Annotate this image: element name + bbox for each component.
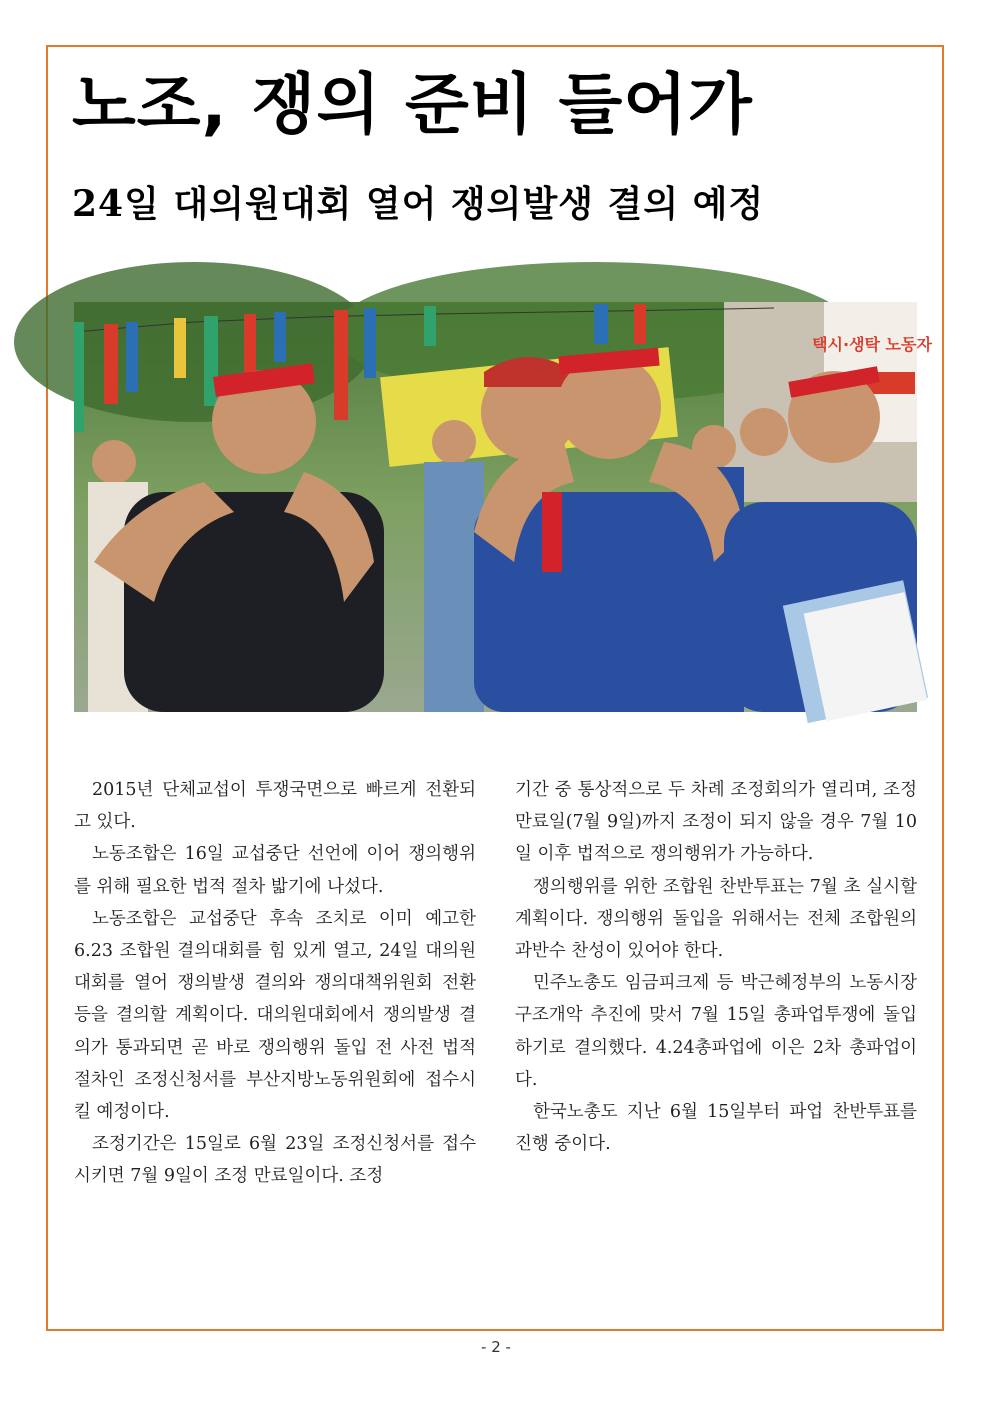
paragraph: 노동조합은 교섭중단 후속 조치로 이미 예고한 6.23 조합원 결의대회를 힘 있게 열고, 24일 대의원대회를 열어 쟁의발생 결의와 쟁의대책위원회 전환 등을 결의할 계획이다. 대의원대회에서 쟁의발생 결의가 통과되면 곧 바로 쟁의행위 돌입 전 사전 법적 절차인 조정신청서를 부산지방노동위원회에 접수시킬 예정이다. xyxy=(74,908,476,1123)
paragraph: 노동조합은 16일 교섭중단 선언에 이어 쟁의행위를 위해 필요한 법적 절차 밟기에 나섰다. xyxy=(74,844,476,897)
subheadline: 24일 대의원대회 열어 쟁의발생 결의 예정 xyxy=(72,183,765,225)
paragraph: 민주노총도 임금피크제 등 박근혜정부의 노동시장 구조개악 추진에 맞서 7월 15일 총파업투쟁에 돌입하기로 결의했다. 4.24총파업에 이은 2차 총파업이다. xyxy=(515,973,917,1090)
paragraph: 기간 중 통상적으로 두 차례 조정회의가 열리며, 조정만료일(7월 9일)까지 조정이 되지 않을 경우 7월 10일 이후 법적으로 쟁의행위가 가능하다. xyxy=(515,780,917,865)
headline: 노조, 쟁의 준비 들어가 xyxy=(72,66,753,143)
rally-photo xyxy=(74,302,932,712)
paragraph: 한국노총도 지난 6월 15일부터 파업 찬반투표를 진행 중이다. xyxy=(515,1102,917,1155)
page-number: - 2 - xyxy=(481,1338,511,1356)
paragraph: 조정기간은 15일로 6월 23일 조정신청서를 접수시키면 7월 9일이 조정 만료일이다. 조정 xyxy=(74,1134,476,1187)
paragraph: 쟁의행위를 위한 조합원 찬반투표는 7월 초 실시할 계획이다. 쟁의행위 돌입을 위해서는 전체 조합원의 과반수 찬성이 있어야 한다. xyxy=(515,876,917,962)
article-left-column xyxy=(74,774,476,1193)
paragraph: 2015년 단체교섭이 투쟁국면으로 빠르게 전환되고 있다. xyxy=(74,780,476,833)
article-right-column xyxy=(515,774,917,1160)
rally-photo-illustration xyxy=(74,302,932,712)
banner-text: 택시·생탁 노동자 xyxy=(812,335,932,354)
